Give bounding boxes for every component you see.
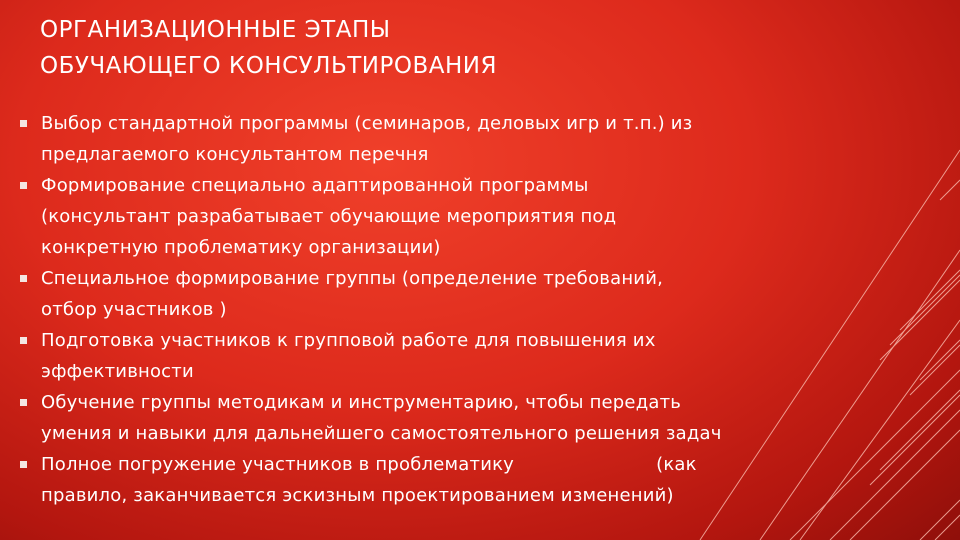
bullet-3-line-2: отбор участников ) xyxy=(41,299,227,320)
bullet-list xyxy=(0,108,960,511)
bullet-2-line-1: Формирование специально адаптированной программы xyxy=(41,175,589,196)
bullet-6-line-1: Полное погружение участников в проблематику (как xyxy=(41,454,697,475)
square-bullet-icon xyxy=(20,275,27,282)
square-bullet-icon xyxy=(20,337,27,344)
bullet-item-5 xyxy=(0,387,911,449)
bullet-2-line-2: (консультант разрабатывает обучающие мероприятия под xyxy=(41,206,617,227)
slide-title xyxy=(40,12,800,84)
slide-title-line-2: ОБУЧАЮЩЕГО КОНСУЛЬТИРОВАНИЯ xyxy=(40,53,497,79)
bullet-item-3 xyxy=(0,263,911,325)
square-bullet-icon xyxy=(20,461,27,468)
bullet-5-line-2: умения и навыки для дальнейшего самостоятельного решения задач xyxy=(41,423,722,444)
bullet-2-line-3: конкретную проблематику организации) xyxy=(41,237,441,258)
bullet-item-6 xyxy=(0,449,911,511)
bullet-item-1 xyxy=(0,108,911,170)
square-bullet-icon xyxy=(20,399,27,406)
square-bullet-icon xyxy=(20,182,27,189)
bullet-item-2 xyxy=(0,170,911,263)
square-bullet-icon xyxy=(20,120,27,127)
bullet-1-line-2: предлагаемого консультантом перечня xyxy=(41,144,429,165)
bullet-item-4 xyxy=(0,325,911,387)
bullet-1-line-1: Выбор стандартной программы (семинаров, деловых игр и т.п.) из xyxy=(41,113,693,134)
bullet-4-line-1: Подготовка участников к групповой работе для повышения их xyxy=(41,330,656,351)
bullet-6-line-2: правило, заканчивается эскизным проектированием изменений) xyxy=(41,485,674,506)
bullet-5-line-1: Обучение группы методикам и инструментарию, чтобы передать xyxy=(41,392,682,413)
slide-title-line-1: ОРГАНИЗАЦИОННЫЕ ЭТАПЫ xyxy=(40,17,391,43)
bullet-4-line-2: эффективности xyxy=(41,361,194,382)
bullet-3-line-1: Специальное формирование группы (определение требований, xyxy=(41,268,664,289)
